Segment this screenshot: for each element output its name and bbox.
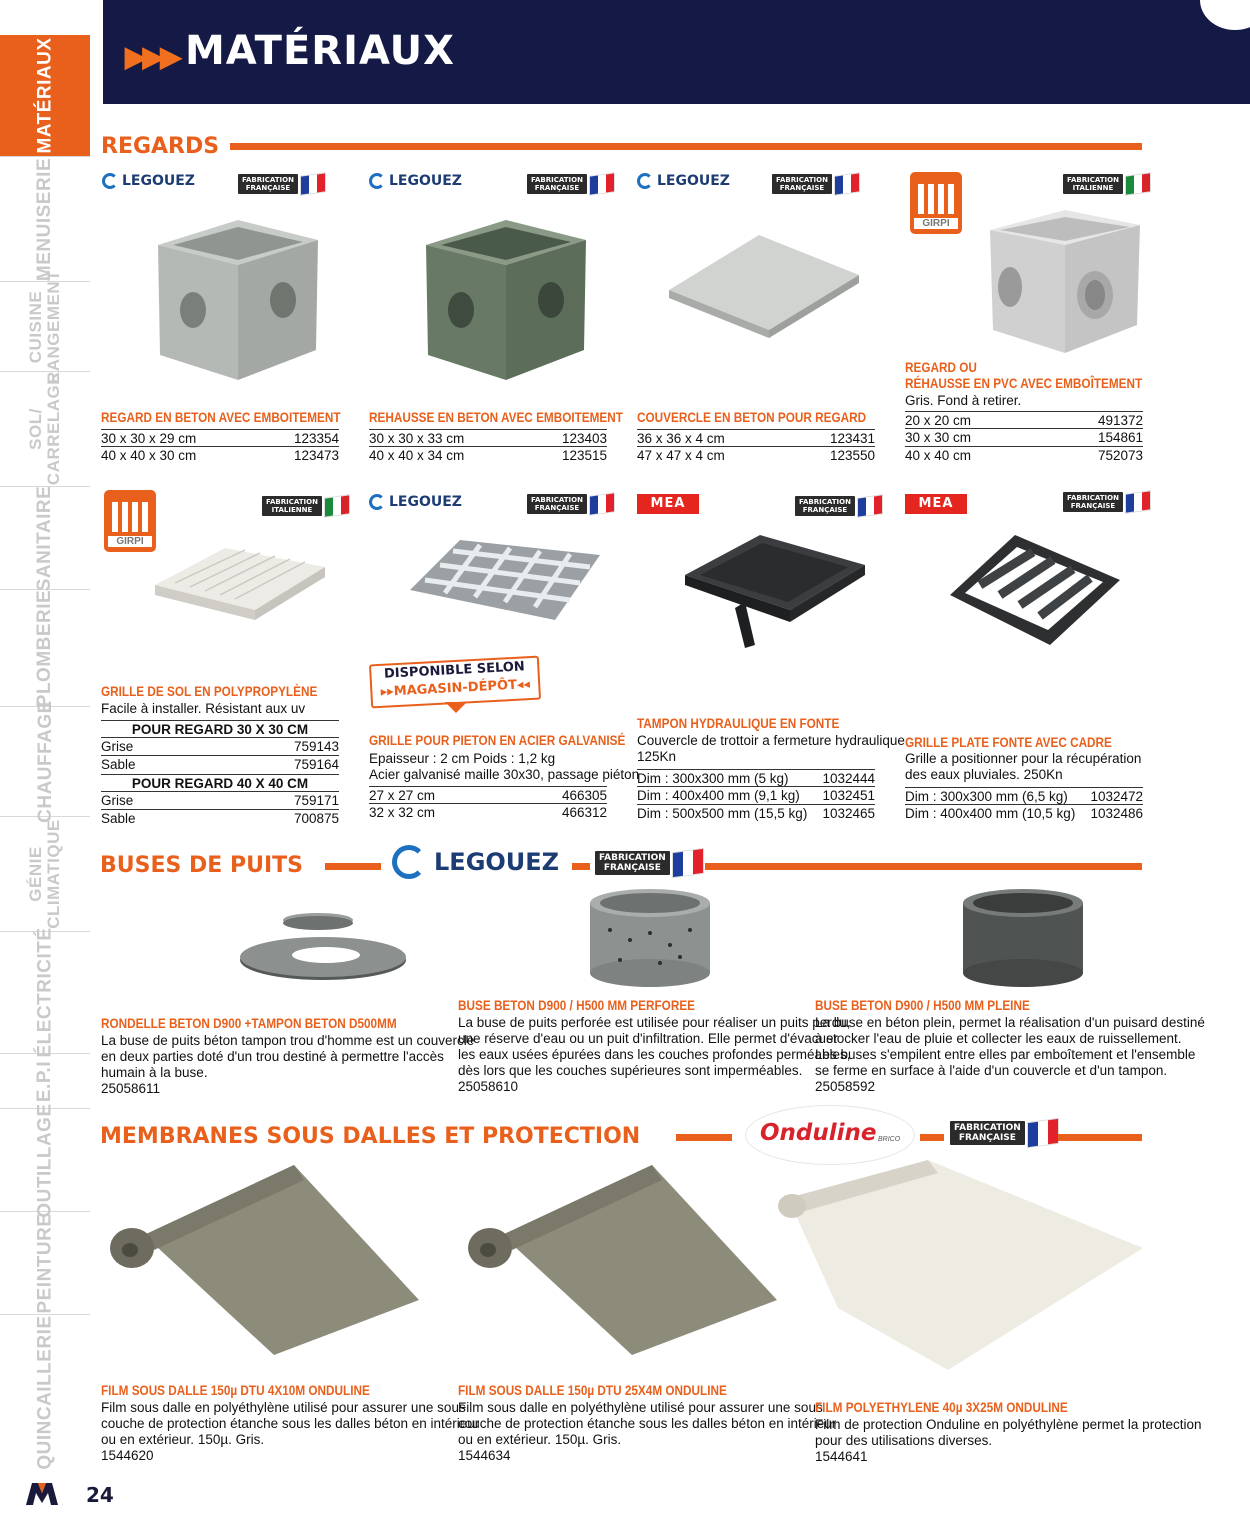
brand-name: GIRPI [108, 536, 152, 547]
ref-cell: 466312 [561, 805, 607, 820]
down-arrow-icon [445, 702, 467, 713]
rondelle-tampon-image [238, 910, 408, 985]
description-line: en deux parties doté d'un trou destiné à permettre l'accès [101, 1049, 444, 1064]
product-title: FILM SOUS DALLE 150µ DTU 4X10M ONDULINE [101, 1382, 370, 1398]
french-flag-icon [589, 172, 615, 196]
sidebar-tab-label: PLOMBERIE [34, 589, 56, 707]
ref-cell: 759164 [293, 757, 339, 772]
size-cell: Dim : 300x300 mm (5 kg) [637, 771, 789, 786]
size-cell: 30 x 30 x 33 cm [369, 431, 465, 446]
film-sous-dalle-25x4-image [462, 1160, 782, 1360]
page-title: MATÉRIAUX [185, 28, 455, 74]
girpi-icon [112, 502, 148, 532]
ref-cell: 1032472 [1090, 789, 1143, 804]
french-flag-icon [300, 172, 326, 196]
size-cell: 40 x 40 cm [905, 448, 972, 463]
french-flag-icon [589, 492, 615, 516]
table-row [369, 447, 607, 465]
table-row [101, 756, 339, 774]
badge-text: FABRICATION FRANÇAISE [238, 174, 298, 194]
table-row [905, 447, 1143, 465]
ref-cell: 123550 [829, 448, 875, 463]
description-line: Film sous dalle en polyéthylène utilisé pour assurer une sous [101, 1400, 466, 1415]
fabrication-francaise-badge [772, 174, 860, 194]
description-line: ou en extérieur. 150µ. Gris. [101, 1432, 265, 1447]
disponible-selon-magasin-badge [369, 656, 541, 709]
product-title: BUSE BETON D900 / H500 MM PERFOREE [458, 997, 696, 1013]
product-reference: 1544634 [458, 1448, 511, 1463]
fabrication-francaise-badge [595, 850, 704, 876]
legouez-ring-icon [392, 845, 426, 879]
sidebar-tab-label: PEINTURE [34, 1212, 56, 1314]
french-flag-icon [1125, 490, 1151, 514]
description-line: ou en extérieur. 150µ. Gris. [458, 1432, 622, 1447]
ref-cell: 466305 [561, 788, 607, 803]
sidebar-tab-sol[interactable] [0, 372, 90, 487]
product-title: REGARD OU [905, 359, 977, 375]
description-line: La buse de puits perforée est utilisée pour réaliser un puits perdu, [458, 1015, 851, 1030]
product-title: COUVERCLE EN BETON POUR REGARD [637, 409, 867, 425]
section-divider [572, 863, 590, 870]
size-cell: 27 x 27 cm [369, 788, 436, 803]
ref-cell: 1032486 [1090, 806, 1143, 821]
grille-polypropylene-image [150, 545, 330, 645]
size-cell: Dim : 300x300 mm (6,5 kg) [905, 789, 1068, 804]
product-description: Facile à installer. Résistant aux uv [101, 701, 306, 716]
size-cell: Dim : 400x400 mm (9,1 kg) [637, 788, 800, 803]
table-row [101, 447, 339, 465]
buse-perforee-image [585, 885, 715, 990]
brand-name: LEGOUEZ [434, 848, 560, 876]
brand-name: LEGOUEZ [122, 173, 195, 189]
badge-text: FABRICATION FRANÇAISE [795, 496, 855, 516]
legouez-ring-icon [637, 173, 653, 189]
product-reference: 1544620 [101, 1448, 154, 1463]
badge-text: FABRICATION FRANÇAISE [595, 851, 670, 875]
product-description [458, 1015, 851, 1095]
size-cell: 36 x 36 x 4 cm [637, 431, 725, 446]
size-cell: 40 x 40 x 30 cm [101, 448, 197, 463]
ref-cell: 759143 [293, 739, 339, 754]
fabrication-italienne-badge [262, 496, 350, 516]
description-line: La buse de puits béton tampon trou d'homme est un couvercle [101, 1033, 475, 1048]
product-description [101, 1400, 479, 1464]
description-line: Film de protection Onduline en polyéthylène permet la protection [815, 1417, 1202, 1432]
sidebar-tab-label: SOL/ CARRELAGE [26, 372, 64, 486]
ref-cell: 123515 [561, 448, 607, 463]
table-row [637, 787, 875, 805]
product-description: des eaux pluviales. 250Kn [905, 767, 1063, 782]
description-line: une réserve d'eau ou un puit d'infiltration. Elle permet d'évacuer [458, 1031, 838, 1046]
product-description [101, 1033, 474, 1097]
legouez-logo [369, 494, 462, 510]
product-reference: 25058611 [101, 1081, 161, 1096]
description-line: se ferme en surface à l'aide d'un couvercle et d'un tampon. [815, 1063, 1168, 1078]
chevrons-icon: ▶▶▶ [125, 41, 178, 72]
dispo-line-1: DISPONIBLE SELON [383, 659, 526, 682]
description-line: à stocker l'eau de pluie et collecter les eaux de ruissellement. [815, 1031, 1182, 1046]
legouez-ring-icon [369, 494, 385, 510]
sidebar-tab-peinture[interactable] [0, 1212, 90, 1315]
page-header [103, 0, 1250, 104]
fabrication-italienne-badge [1063, 174, 1151, 194]
girpi-icon [918, 184, 954, 214]
product-reference: 25058610 [458, 1079, 519, 1094]
sidebar-tab-chauffage[interactable] [0, 700, 90, 823]
size-cell: Dim : 400x400 mm (10,5 kg) [905, 806, 1076, 821]
italian-flag-icon [1125, 172, 1151, 196]
fabrication-francaise-badge [1063, 492, 1151, 512]
product-description [458, 1400, 836, 1464]
description-line: La buse en béton plein, permet la réalisation d'un puisard destiné [815, 1015, 1205, 1030]
ref-cell: 154861 [1097, 430, 1143, 445]
brand-name: LEGOUEZ [389, 494, 462, 510]
french-flag-icon [1027, 1118, 1059, 1148]
ref-cell: 123403 [561, 431, 607, 446]
size-cell: 30 x 30 x 29 cm [101, 431, 197, 446]
product-title: FILM POLYETHYLENE 40µ 3X25M ONDULINE [815, 1399, 1068, 1415]
color-cell: Grise [101, 793, 134, 808]
product-title: RÉHAUSSE EN PVC AVEC EMBOÎTEMENT [905, 375, 1143, 391]
table-row [369, 786, 607, 804]
sidebar-tab-label: E.P.I [34, 1060, 56, 1102]
section-divider [325, 863, 381, 870]
french-flag-icon [857, 494, 883, 518]
product-description: Couvercle de trottoir a fermeture hydraulique. [637, 733, 909, 748]
page-number: 24 [86, 1483, 114, 1507]
onduline-logo [745, 1105, 915, 1165]
size-cell: 40 x 40 x 34 cm [369, 448, 465, 463]
section-divider [705, 863, 1142, 870]
brand-m-logo-icon [26, 1483, 58, 1505]
sidebar-tab-menuiserie[interactable] [0, 157, 90, 282]
sidebar-tab-label: ÉLECTRICITÉ [34, 927, 56, 1058]
grille-acier-image [405, 535, 605, 635]
mea-logo: MEA [637, 494, 699, 514]
fabrication-francaise-badge [527, 174, 615, 194]
italian-flag-icon [324, 494, 350, 518]
description-line: couche de protection étanche sous les dalles béton en intérieur [101, 1416, 480, 1431]
badge-text: FABRICATION FRANÇAISE [772, 174, 832, 194]
sidebar-tab-cuisine[interactable] [0, 269, 90, 384]
table-subheader: POUR REGARD 40 X 40 CM [101, 774, 339, 792]
color-cell: Sable [101, 811, 136, 826]
product-title: GRILLE DE SOL EN POLYPROPYLÈNE [101, 683, 318, 699]
product-description: Acier galvanisé maille 30x30, passage piéton [369, 767, 640, 782]
product-description [815, 1417, 1201, 1465]
badge-text: FABRICATION ITALIENNE [262, 496, 322, 516]
product-ref-table [369, 786, 607, 822]
mea-logo: MEA [905, 494, 967, 514]
product-title: TAMPON HYDRAULIQUE EN FONTE [637, 715, 840, 731]
description-line: humain à la buse. [101, 1065, 208, 1080]
product-description: Grille a positionner pour la récupération [905, 751, 1142, 766]
size-cell: 47 x 47 x 4 cm [637, 448, 725, 463]
table-row [637, 769, 875, 787]
description-line: dès lors que les couches supérieures sont imperméables. [458, 1063, 803, 1078]
product-description: 125Kn [637, 749, 677, 764]
section-title-regards: REGARDS [101, 134, 220, 159]
girpi-logo [104, 490, 156, 552]
sidebar-tab-label: OUTILLAGE [34, 1102, 56, 1218]
ref-cell: 1032444 [822, 771, 875, 786]
color-cell: Sable [101, 757, 136, 772]
brand-name: LEGOUEZ [657, 173, 730, 189]
size-cell: 20 x 20 cm [905, 413, 972, 428]
legouez-ring-icon [102, 173, 118, 189]
table-row [637, 429, 875, 447]
film-polyethylene-image [778, 1158, 1148, 1373]
girpi-logo [910, 172, 962, 234]
category-sidebar [0, 0, 90, 1470]
sidebar-tab-sanitaire[interactable] [0, 487, 90, 590]
legouez-logo [102, 173, 195, 189]
product-reference: 1544641 [815, 1449, 868, 1464]
grille-plate-fonte-image [945, 530, 1125, 650]
ref-cell: 752073 [1097, 448, 1143, 463]
regard-pvc-image [985, 205, 1145, 355]
size-cell: Dim : 500x500 mm (15,5 kg) [637, 806, 808, 821]
size-cell: 32 x 32 cm [369, 805, 436, 820]
product-title: REHAUSSE EN BETON AVEC EMBOITEMENT [369, 409, 623, 425]
section-divider [1058, 1134, 1142, 1141]
ref-cell: 1032465 [822, 806, 875, 821]
fabrication-francaise-badge [238, 174, 326, 194]
buse-pleine-image [958, 885, 1088, 990]
french-flag-icon [672, 848, 704, 878]
sidebar-tab-label: CHAUFFAGE [34, 700, 56, 823]
badge-text: FABRICATION FRANÇAISE [527, 174, 587, 194]
sidebar-tab-label: CUISINE RANGEMENT [26, 269, 63, 384]
fabrication-francaise-badge [950, 1120, 1059, 1146]
size-cell: 30 x 30 cm [905, 430, 972, 445]
couvercle-beton-image [664, 230, 864, 340]
sidebar-tab-electricite[interactable] [0, 927, 90, 1058]
table-row [101, 429, 339, 447]
sidebar-tab-epi[interactable] [0, 1054, 90, 1109]
sidebar-tab-quincaillerie[interactable] [0, 1315, 90, 1470]
legouez-logo [369, 173, 462, 189]
legouez-ring-icon [369, 173, 385, 189]
table-row [905, 787, 1143, 805]
ref-cell: 123354 [293, 431, 339, 446]
section-title-membranes: MEMBRANES SOUS DALLES ET PROTECTION [100, 1124, 641, 1149]
section-divider [676, 1134, 732, 1141]
table-row [637, 447, 875, 465]
brand-name: LEGOUEZ [389, 173, 462, 189]
product-title: REGARD EN BETON AVEC EMBOITEMENT [101, 409, 341, 425]
description-line: les eaux usées épurées dans les couches profondes perméables, [458, 1047, 851, 1062]
sidebar-tab-label: SANITAIRE [34, 485, 56, 591]
badge-text: FABRICATION FRANÇAISE [950, 1121, 1025, 1145]
product-ref-table [101, 720, 339, 828]
fabrication-francaise-badge [527, 494, 615, 514]
fabrication-francaise-badge [795, 496, 883, 516]
table-row [905, 429, 1143, 447]
legouez-logo-large [392, 845, 559, 879]
product-description [815, 1015, 1205, 1095]
table-row [369, 804, 607, 822]
table-row [905, 805, 1143, 823]
brand-name: Onduline [760, 1120, 877, 1146]
french-flag-icon [834, 172, 860, 196]
sidebar-tab-outillage[interactable] [0, 1102, 90, 1218]
table-subheader: POUR REGARD 30 X 30 CM [101, 720, 339, 738]
product-description: Gris. Fond à retirer. [905, 393, 1022, 408]
table-row [101, 792, 339, 810]
section-divider [920, 1134, 944, 1141]
header-decoration [1200, 0, 1250, 30]
table-row [101, 738, 339, 756]
product-title: BUSE BETON D900 / H500 MM PLEINE [815, 997, 1030, 1013]
table-row [369, 429, 607, 447]
film-sous-dalle-4x10-image [104, 1160, 424, 1360]
dispo-line-2: ▸▸MAGASIN-DÉPÔT◂◂ [380, 677, 531, 700]
product-ref-table [905, 411, 1143, 465]
sidebar-tab-label: GÉNIE CLIMATIQUE [26, 819, 64, 929]
section-divider [230, 143, 1142, 150]
ref-cell: 123473 [293, 448, 339, 463]
regard-beton-image [148, 215, 328, 385]
sidebar-tab-plomberie[interactable] [0, 590, 90, 707]
product-title: GRILLE POUR PIETON EN ACIER GALVANISÉ [369, 732, 626, 748]
table-row [905, 411, 1143, 429]
product-title: GRILLE PLATE FONTE AVEC CADRE [905, 734, 1112, 750]
brand-name: GIRPI [914, 218, 958, 229]
product-reference: 25058592 [815, 1079, 876, 1094]
product-ref-table [905, 787, 1143, 823]
badge-text: FABRICATION ITALIENNE [1063, 174, 1123, 194]
ref-cell: 123431 [829, 431, 875, 446]
description-line: Les buses s'empilent entre elles par emboîtement et l'ensemble [815, 1047, 1196, 1062]
table-row [101, 810, 339, 828]
description-line: Film sous dalle en polyéthylène utilisé pour assurer une sous [458, 1400, 823, 1415]
product-title: FILM SOUS DALLE 150µ DTU 25X4M ONDULINE [458, 1382, 727, 1398]
product-ref-table [369, 429, 607, 465]
product-ref-table [101, 429, 339, 465]
ref-cell: 700875 [293, 811, 339, 826]
product-title: RONDELLE BETON D900 +TAMPON BETON D500MM [101, 1015, 397, 1031]
sidebar-tab-genie-climatique[interactable] [0, 817, 90, 932]
table-row [637, 805, 875, 823]
legouez-logo [637, 173, 730, 189]
sidebar-tab-label: MENUISERIE [34, 157, 56, 281]
product-ref-table [637, 769, 875, 823]
tampon-fonte-image [680, 530, 870, 650]
rehausse-beton-image [416, 215, 596, 385]
description-line: couche de protection étanche sous les dalles béton en intérieur [458, 1416, 837, 1431]
brand-subname: BRICO [878, 1136, 901, 1143]
product-ref-table [637, 429, 875, 465]
sidebar-tab-label: MATÉRIAUX [34, 37, 56, 154]
description-line: pour des utilisations diverses. [815, 1433, 993, 1448]
section-title-buses: BUSES DE PUITS [100, 853, 303, 878]
sidebar-tab-materiaux[interactable] [0, 35, 90, 157]
ref-cell: 1032451 [822, 788, 875, 803]
badge-text: FABRICATION FRANÇAISE [1063, 492, 1123, 512]
ref-cell: 491372 [1097, 413, 1143, 428]
product-description: Epaisseur : 2 cm Poids : 1,2 kg [369, 751, 556, 766]
sidebar-tab-label: QUINCAILLERIE [34, 1315, 56, 1470]
badge-text: FABRICATION FRANÇAISE [527, 494, 587, 514]
ref-cell: 759171 [293, 793, 339, 808]
color-cell: Grise [101, 739, 134, 754]
